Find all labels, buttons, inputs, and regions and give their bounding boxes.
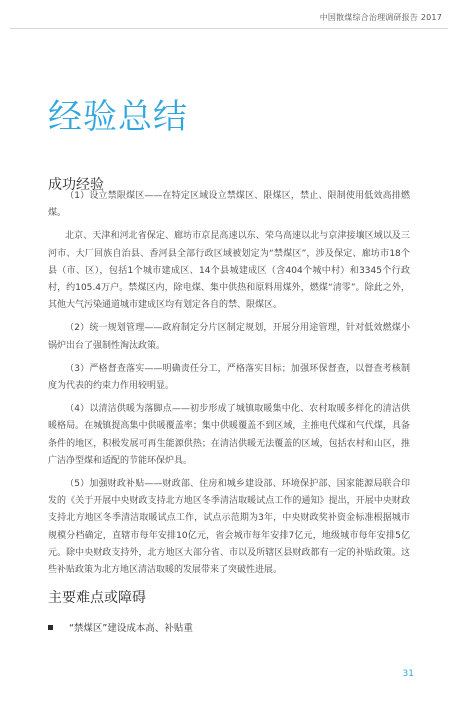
paragraph: （5）加强财政补贴——财政部、住房和城乡建设部、环境保护部、国家能源局联合印发的《关于开展中央财政支持北方地区冬季清洁取暖试点工作的通知》提出，开展中央财政支持北方地区冬季清洁取暖试点工作，试点示范期为3年，中央财政奖补资金标准根据城市规模分档确定，直辖市每年安排10亿元，省会城市每年安排7亿元，地级城市每年安排5亿元。除中央财政支持外，北方地区大部分省、市以及所辖区县财政都有一定的补贴政策。这些补贴政策为北方地区清洁取暖的发展带来了突破性进展。 xyxy=(48,479,410,576)
list-item xyxy=(48,620,193,634)
section-heading-difficulties: 主要难点或障碍 xyxy=(48,589,146,606)
header-divider xyxy=(10,28,448,29)
paragraph: （4）以清洁供暖为落脚点——初步形成了城镇取暖集中化、农村取暖多样化的清洁供暖格局。在城镇提高集中供暖覆盖率；集中供暖覆盖不到区域，主推电代煤和气代煤，具备条件的地区，积极发展可再生能源供热；在清洁供暖无法覆盖的区域，包括农村和山区，推广洁净型煤和适配的节能环保炉具。 xyxy=(48,404,410,466)
bullet-square-icon xyxy=(48,625,53,630)
running-header: 中国散煤综合治理调研报告 2017 xyxy=(319,13,442,22)
bullet-text: “禁煤区”建设成本高、补贴重 xyxy=(69,623,193,634)
paragraph: （2）统一规划管理——政府制定分片区制定规划，开展分用途管理，针对低效燃煤小锅炉出台了强制性淘汰政策。 xyxy=(48,323,410,351)
page-number: 31 xyxy=(402,669,414,679)
paragraph: （3）严格督查落实——明确责任分工，严格落实目标；加强环保督查，以督查考核制度为代表的约束力作用较明显。 xyxy=(48,363,410,392)
page-title: 经验总结 xyxy=(48,96,188,137)
paragraph: 北京、天津和河北省保定、廊坊市京昆高速以东、荣乌高速以北与京津接壤区域以及三河市、大厂回族自治县、香河县全部行政区域被划定为“禁煤区”，涉及保定、廊坊市18个县（市、区），包括1个城市建成区、14个县城建成区（含404个城中村）和3345个行政村，约105.4万户。禁煤区内，除电煤、集中供热和原料用煤外，燃煤“清零”。除此之外，其他大气污染通道城市建成区均有划定各自的禁、限煤区。 xyxy=(48,231,410,311)
paragraph: （1）设立禁限煤区——在特定区域设立禁煤区、限煤区，禁止、限制使用低效高排燃煤。 xyxy=(48,191,410,219)
section-heading-success: 成功经验 xyxy=(48,176,104,193)
success-content xyxy=(48,188,410,585)
